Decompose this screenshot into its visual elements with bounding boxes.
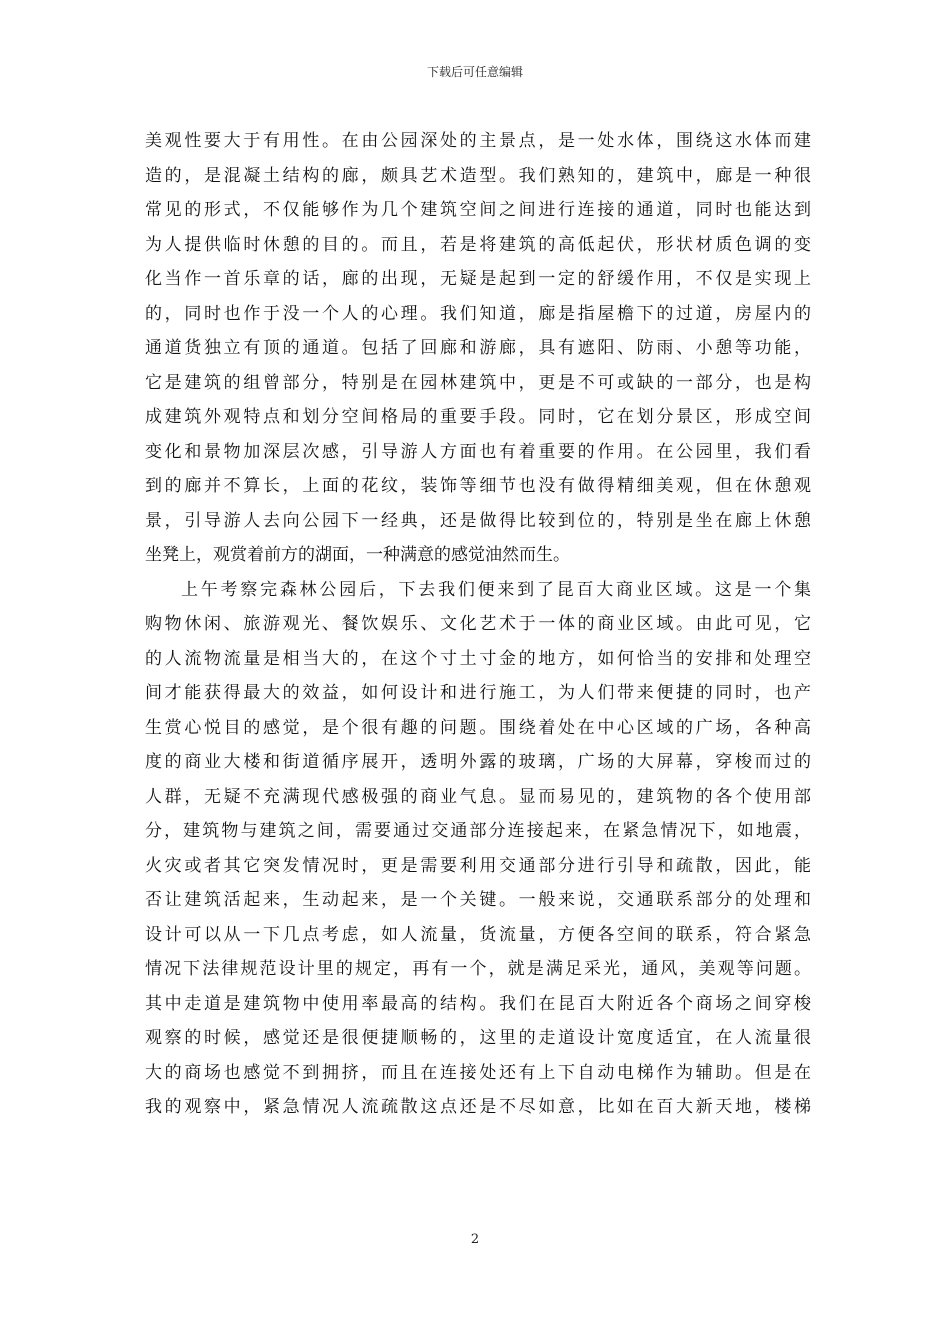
text-line: 否让建筑活起来，生动起来，是一个关键。一般来说，交通联系部分的处理和 [145,890,811,910]
text-line: 生赏心悦目的感觉，是个很有趣的问题。围绕着处在中心区域的广场，各种高 [145,717,811,738]
text-line: 的，同时也作于没一个人的心理。我们知道，廊是指屋檐下的过道，房屋内的 [145,303,811,324]
text-line: 火灾或者其它突发情况时，更是需要利用交通部分进行引导和疏散，因此，能 [145,855,811,876]
page-header: 下载后可任意编辑 [426,65,523,79]
text-line: 情况下法律规范设计里的规定，再有一个，就是满足采光，通风，美观等问题。 [145,959,811,979]
text-line: 度的商业大楼和街道循序展开，透明外露的玻璃，广场的大屏幕，穿梭而过的 [145,752,811,772]
text-line: 的人流物流量是相当大的，在这个寸土寸金的地方，如何恰当的安排和处理空 [145,648,811,669]
text-line: 人群，无疑不充满现代感极强的商业气息。显而易见的，建筑物的各个使用部 [145,786,811,807]
text-line: 分，建筑物与建筑之间，需要通过交通部分连接起来，在紧急情况下，如地震， [145,821,811,841]
text-line: 其中走道是建筑物中使用率最高的结构。我们在昆百大附近各个商场之间穿梭 [145,993,811,1014]
text-line: 景，引导游人去向公园下一经典，还是做得比较到位的，特别是坐在廊上休憩 [145,510,811,531]
text-line: 通道货独立有顶的通道。包括了回廊和游廊，具有遮阳、防雨、小憩等功能， [145,338,811,358]
page-number: 2 [470,1232,480,1247]
text-line: 间才能获得最大的效益，如何设计和进行施工，为人们带来便捷的同时，也产 [145,683,811,703]
text-line: 美观性要大于有用性。在由公园深处的主景点，是一处水体，围绕这水体而建 [145,131,811,151]
text-line: 大的商场也感觉不到拥挤，而且在连接处还有上下自动电梯作为辅助。但是在 [145,1062,811,1083]
text-line: 化当作一首乐章的话，廊的出现，无疑是起到一定的舒缓作用，不仅是实现上 [145,269,811,289]
text-line: 它是建筑的组曾部分，特别是在园林建筑中，更是不可或缺的一部分，也是构 [145,372,811,393]
body-text [145,124,811,1125]
text-line: 到的廊并不算长，上面的花纹，装饰等细节也没有做得精细美观，但在休憩观 [145,476,811,496]
text-line: 设计可以从一下几点考虑，如人流量，货流量，方便各空间的联系，符合紧急 [145,924,811,945]
text-line: 造的，是混凝土结构的廊，颇具艺术造型。我们熟知的，建筑中，廊是一种很 [145,165,811,186]
text-line: 常见的形式，不仅能够作为几个建筑空间之间进行连接的通道，同时也能达到 [145,200,811,220]
text-line: 变化和景物加深层次感，引导游人方面也有着重要的作用。在公园里，我们看 [145,441,811,462]
text-line: 观察的时候，感觉还是很便捷顺畅的，这里的走道设计宽度适宜，在人流量很 [145,1028,811,1048]
text-line: 上午考察完森林公园后，下去我们便来到了昆百大商业区域。这是一个集 [181,579,811,600]
text-line: 坐凳上，观赏着前方的湖面，一种满意的感觉油然而生。 [145,545,570,565]
text-line: 购物休闲、旅游观光、餐饮娱乐、文化艺术于一体的商业区域。由此可见，它 [145,614,811,634]
text-line: 成建筑外观特点和划分空间格局的重要手段。同时，它在划分景区，形成空间 [145,407,811,427]
text-line: 我的观察中，紧急情况人流疏散这点还是不尽如意，比如在百大新天地，楼梯 [145,1097,811,1117]
text-line: 为人提供临时休憩的目的。而且，若是将建筑的高低起伏，形状材质色调的变 [145,234,811,255]
